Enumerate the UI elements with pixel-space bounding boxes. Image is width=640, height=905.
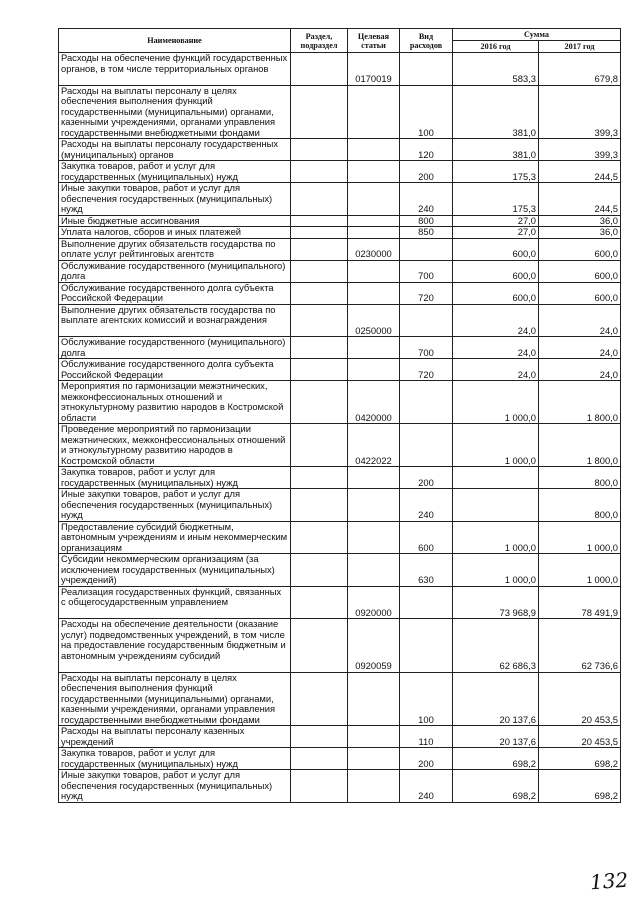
row-section bbox=[291, 337, 348, 359]
row-sum-2017: 600,0 bbox=[539, 282, 621, 304]
table-row bbox=[59, 215, 621, 227]
row-sum-2016: 62 686,3 bbox=[453, 619, 539, 673]
row-type bbox=[400, 619, 453, 673]
row-target bbox=[348, 489, 400, 522]
table-row bbox=[59, 359, 621, 381]
budget-table bbox=[58, 28, 621, 803]
row-type bbox=[400, 304, 453, 337]
row-type: 240 bbox=[400, 770, 453, 803]
row-section bbox=[291, 672, 348, 726]
row-name: Предоставление субсидий бюджетным, автономным учреждениям и иным некоммерческим организациям bbox=[59, 521, 291, 554]
row-sum-2016: 600,0 bbox=[453, 260, 539, 282]
row-section bbox=[291, 53, 348, 86]
table-body bbox=[59, 53, 621, 803]
row-type: 720 bbox=[400, 359, 453, 381]
table-row bbox=[59, 337, 621, 359]
header-name: Наименование bbox=[59, 29, 291, 53]
table-row bbox=[59, 672, 621, 726]
row-sum-2016: 20 137,6 bbox=[453, 726, 539, 748]
row-sum-2016: 175,3 bbox=[453, 161, 539, 183]
row-type bbox=[400, 53, 453, 86]
row-type: 240 bbox=[400, 183, 453, 216]
row-type: 850 bbox=[400, 227, 453, 239]
header-year-2016: 2016 год bbox=[453, 41, 539, 53]
row-section bbox=[291, 467, 348, 489]
row-name: Уплата налогов, сборов и иных платежей bbox=[59, 227, 291, 239]
table-row bbox=[59, 467, 621, 489]
header-type: Вид расходов bbox=[400, 29, 453, 53]
row-section bbox=[291, 770, 348, 803]
row-sum-2017: 36,0 bbox=[539, 215, 621, 227]
table-row bbox=[59, 238, 621, 260]
row-section bbox=[291, 227, 348, 239]
row-section bbox=[291, 139, 348, 161]
row-target bbox=[348, 359, 400, 381]
row-sum-2017: 244,5 bbox=[539, 183, 621, 216]
table-row bbox=[59, 161, 621, 183]
row-sum-2017: 24,0 bbox=[539, 359, 621, 381]
row-section bbox=[291, 260, 348, 282]
row-sum-2017: 800,0 bbox=[539, 489, 621, 522]
row-sum-2017: 1 000,0 bbox=[539, 554, 621, 587]
row-target: 0920000 bbox=[348, 586, 400, 619]
row-type bbox=[400, 424, 453, 467]
row-name: Расходы на обеспечение деятельности (оказание услуг) подведомственных учреждений, в том числе на предоставление государственным бюджетным и автономным учреждениям субсидий bbox=[59, 619, 291, 673]
row-name: Проведение мероприятий по гармонизации межэтнических, межконфессиональных отношений и этнокультурному развитию народов в Костромской области bbox=[59, 424, 291, 467]
row-sum-2017: 20 453,5 bbox=[539, 672, 621, 726]
row-section bbox=[291, 521, 348, 554]
row-sum-2016 bbox=[453, 489, 539, 522]
row-name: Обслуживание государственного долга субъекта Российской Федерации bbox=[59, 359, 291, 381]
row-name: Закупка товаров, работ и услуг для государственных (муниципальных) нужд bbox=[59, 748, 291, 770]
row-sum-2016: 24,0 bbox=[453, 304, 539, 337]
row-sum-2016: 1 000,0 bbox=[453, 424, 539, 467]
table-row bbox=[59, 726, 621, 748]
row-section bbox=[291, 381, 348, 424]
table-row bbox=[59, 521, 621, 554]
row-section bbox=[291, 554, 348, 587]
row-sum-2017: 600,0 bbox=[539, 238, 621, 260]
row-name: Выполнение других обязательств государства по оплате услуг рейтинговых агентств bbox=[59, 238, 291, 260]
row-type: 100 bbox=[400, 85, 453, 139]
row-sum-2016: 698,2 bbox=[453, 770, 539, 803]
row-name: Расходы на выплаты персоналу в целях обеспечения выполнения функций государственными (муниципальными) органами, казенными учреждениями, органами управления государственными внебюджетными фондами bbox=[59, 672, 291, 726]
row-type: 110 bbox=[400, 726, 453, 748]
row-type: 240 bbox=[400, 489, 453, 522]
row-type bbox=[400, 381, 453, 424]
row-name: Иные бюджетные ассигнования bbox=[59, 215, 291, 227]
row-type: 200 bbox=[400, 161, 453, 183]
row-sum-2016: 600,0 bbox=[453, 238, 539, 260]
table-row bbox=[59, 260, 621, 282]
row-name: Обслуживание государственного долга субъекта Российской Федерации bbox=[59, 282, 291, 304]
row-sum-2017: 20 453,5 bbox=[539, 726, 621, 748]
row-section bbox=[291, 282, 348, 304]
row-name: Выполнение других обязательств государства по выплате агентских комиссий и вознаграждения bbox=[59, 304, 291, 337]
table-row bbox=[59, 227, 621, 239]
row-section bbox=[291, 489, 348, 522]
row-target bbox=[348, 215, 400, 227]
row-target bbox=[348, 467, 400, 489]
row-type: 630 bbox=[400, 554, 453, 587]
row-section bbox=[291, 85, 348, 139]
row-name: Расходы на выплаты персоналу казенных учреждений bbox=[59, 726, 291, 748]
row-target bbox=[348, 521, 400, 554]
row-target bbox=[348, 227, 400, 239]
row-section bbox=[291, 304, 348, 337]
row-name: Закупка товаров, работ и услуг для государственных (муниципальных) нужд bbox=[59, 467, 291, 489]
row-sum-2017: 399,3 bbox=[539, 139, 621, 161]
table-row bbox=[59, 770, 621, 803]
header-sum: Сумма bbox=[453, 29, 621, 41]
row-type: 100 bbox=[400, 672, 453, 726]
row-sum-2016 bbox=[453, 467, 539, 489]
header-year-2017: 2017 год bbox=[539, 41, 621, 53]
row-sum-2016: 73 968,9 bbox=[453, 586, 539, 619]
row-section bbox=[291, 424, 348, 467]
row-section bbox=[291, 586, 348, 619]
row-target bbox=[348, 161, 400, 183]
row-sum-2016: 381,0 bbox=[453, 85, 539, 139]
row-name: Иные закупки товаров, работ и услуг для обеспечения государственных (муниципальных) нужд bbox=[59, 183, 291, 216]
table-row bbox=[59, 554, 621, 587]
row-target bbox=[348, 85, 400, 139]
row-target bbox=[348, 748, 400, 770]
row-type: 700 bbox=[400, 260, 453, 282]
row-type: 800 bbox=[400, 215, 453, 227]
table-row bbox=[59, 282, 621, 304]
row-sum-2017: 800,0 bbox=[539, 467, 621, 489]
row-sum-2017: 1 000,0 bbox=[539, 521, 621, 554]
row-target bbox=[348, 183, 400, 216]
row-sum-2017: 244,5 bbox=[539, 161, 621, 183]
row-target: 0420000 bbox=[348, 381, 400, 424]
row-type: 720 bbox=[400, 282, 453, 304]
row-sum-2017: 24,0 bbox=[539, 337, 621, 359]
table-row bbox=[59, 748, 621, 770]
row-type: 600 bbox=[400, 521, 453, 554]
row-sum-2017: 1 800,0 bbox=[539, 381, 621, 424]
row-name: Мероприятия по гармонизации межэтнических, межконфессиональных отношений и этнокультурному развитию народов в Костромской области bbox=[59, 381, 291, 424]
row-name: Субсидии некоммерческим организациям (за исключением государственных (муниципальных) учреждений) bbox=[59, 554, 291, 587]
row-sum-2017: 78 491,9 bbox=[539, 586, 621, 619]
row-sum-2016: 1 000,0 bbox=[453, 521, 539, 554]
row-sum-2017: 1 800,0 bbox=[539, 424, 621, 467]
row-sum-2016: 20 137,6 bbox=[453, 672, 539, 726]
row-sum-2016: 600,0 bbox=[453, 282, 539, 304]
table-row bbox=[59, 381, 621, 424]
row-name: Расходы на обеспечение функций государственных органов, в том числе территориальных органов bbox=[59, 53, 291, 86]
row-section bbox=[291, 748, 348, 770]
row-name: Расходы на выплаты персоналу государственных (муниципальных) органов bbox=[59, 139, 291, 161]
row-sum-2016: 24,0 bbox=[453, 359, 539, 381]
row-sum-2017: 698,2 bbox=[539, 748, 621, 770]
row-sum-2016: 583,3 bbox=[453, 53, 539, 86]
row-section bbox=[291, 726, 348, 748]
row-sum-2017: 24,0 bbox=[539, 304, 621, 337]
table-row bbox=[59, 139, 621, 161]
row-target: 0230000 bbox=[348, 238, 400, 260]
row-sum-2017: 399,3 bbox=[539, 85, 621, 139]
row-target bbox=[348, 260, 400, 282]
row-name: Расходы на выплаты персоналу в целях обеспечения выполнения функций государственными (муниципальными) органами, казенными учреждениями, органами управления государственными внебюджетными фондами bbox=[59, 85, 291, 139]
row-type: 120 bbox=[400, 139, 453, 161]
row-name: Обслуживание государственного (муниципального) долга bbox=[59, 337, 291, 359]
row-target bbox=[348, 672, 400, 726]
row-sum-2016: 27,0 bbox=[453, 227, 539, 239]
row-name: Иные закупки товаров, работ и услуг для обеспечения государственных (муниципальных) нужд bbox=[59, 770, 291, 803]
row-section bbox=[291, 359, 348, 381]
table-row bbox=[59, 619, 621, 673]
row-target: 0250000 bbox=[348, 304, 400, 337]
row-sum-2017: 679,8 bbox=[539, 53, 621, 86]
table-row bbox=[59, 424, 621, 467]
row-sum-2016: 175,3 bbox=[453, 183, 539, 216]
row-sum-2016: 27,0 bbox=[453, 215, 539, 227]
header-section: Раздел, подраздел bbox=[291, 29, 348, 53]
table-row bbox=[59, 85, 621, 139]
row-type: 200 bbox=[400, 748, 453, 770]
row-target bbox=[348, 337, 400, 359]
row-target bbox=[348, 282, 400, 304]
row-name: Закупка товаров, работ и услуг для государственных (муниципальных) нужд bbox=[59, 161, 291, 183]
table-row bbox=[59, 586, 621, 619]
row-target: 0170019 bbox=[348, 53, 400, 86]
table-row bbox=[59, 183, 621, 216]
table-row bbox=[59, 304, 621, 337]
table-row bbox=[59, 53, 621, 86]
row-section bbox=[291, 183, 348, 216]
row-type: 700 bbox=[400, 337, 453, 359]
table-row bbox=[59, 489, 621, 522]
row-target bbox=[348, 726, 400, 748]
row-sum-2016: 1 000,0 bbox=[453, 381, 539, 424]
row-name: Реализация государственных функций, связанных с общегосударственным управлением bbox=[59, 586, 291, 619]
row-target bbox=[348, 139, 400, 161]
row-sum-2017: 600,0 bbox=[539, 260, 621, 282]
row-sum-2017: 62 736,6 bbox=[539, 619, 621, 673]
header-target: Целевая статьи bbox=[348, 29, 400, 53]
row-sum-2017: 36,0 bbox=[539, 227, 621, 239]
row-sum-2016: 698,2 bbox=[453, 748, 539, 770]
row-target: 0920059 bbox=[348, 619, 400, 673]
row-section bbox=[291, 161, 348, 183]
row-target bbox=[348, 770, 400, 803]
row-section bbox=[291, 238, 348, 260]
row-type bbox=[400, 586, 453, 619]
row-sum-2017: 698,2 bbox=[539, 770, 621, 803]
row-sum-2016: 24,0 bbox=[453, 337, 539, 359]
row-target bbox=[348, 554, 400, 587]
page-number: 132 bbox=[589, 867, 629, 895]
row-section bbox=[291, 215, 348, 227]
row-name: Иные закупки товаров, работ и услуг для обеспечения государственных (муниципальных) нужд bbox=[59, 489, 291, 522]
row-section bbox=[291, 619, 348, 673]
row-sum-2016: 1 000,0 bbox=[453, 554, 539, 587]
row-type bbox=[400, 238, 453, 260]
row-name: Обслуживание государственного (муниципального) долга bbox=[59, 260, 291, 282]
row-type: 200 bbox=[400, 467, 453, 489]
row-target: 0422022 bbox=[348, 424, 400, 467]
row-sum-2016: 381,0 bbox=[453, 139, 539, 161]
